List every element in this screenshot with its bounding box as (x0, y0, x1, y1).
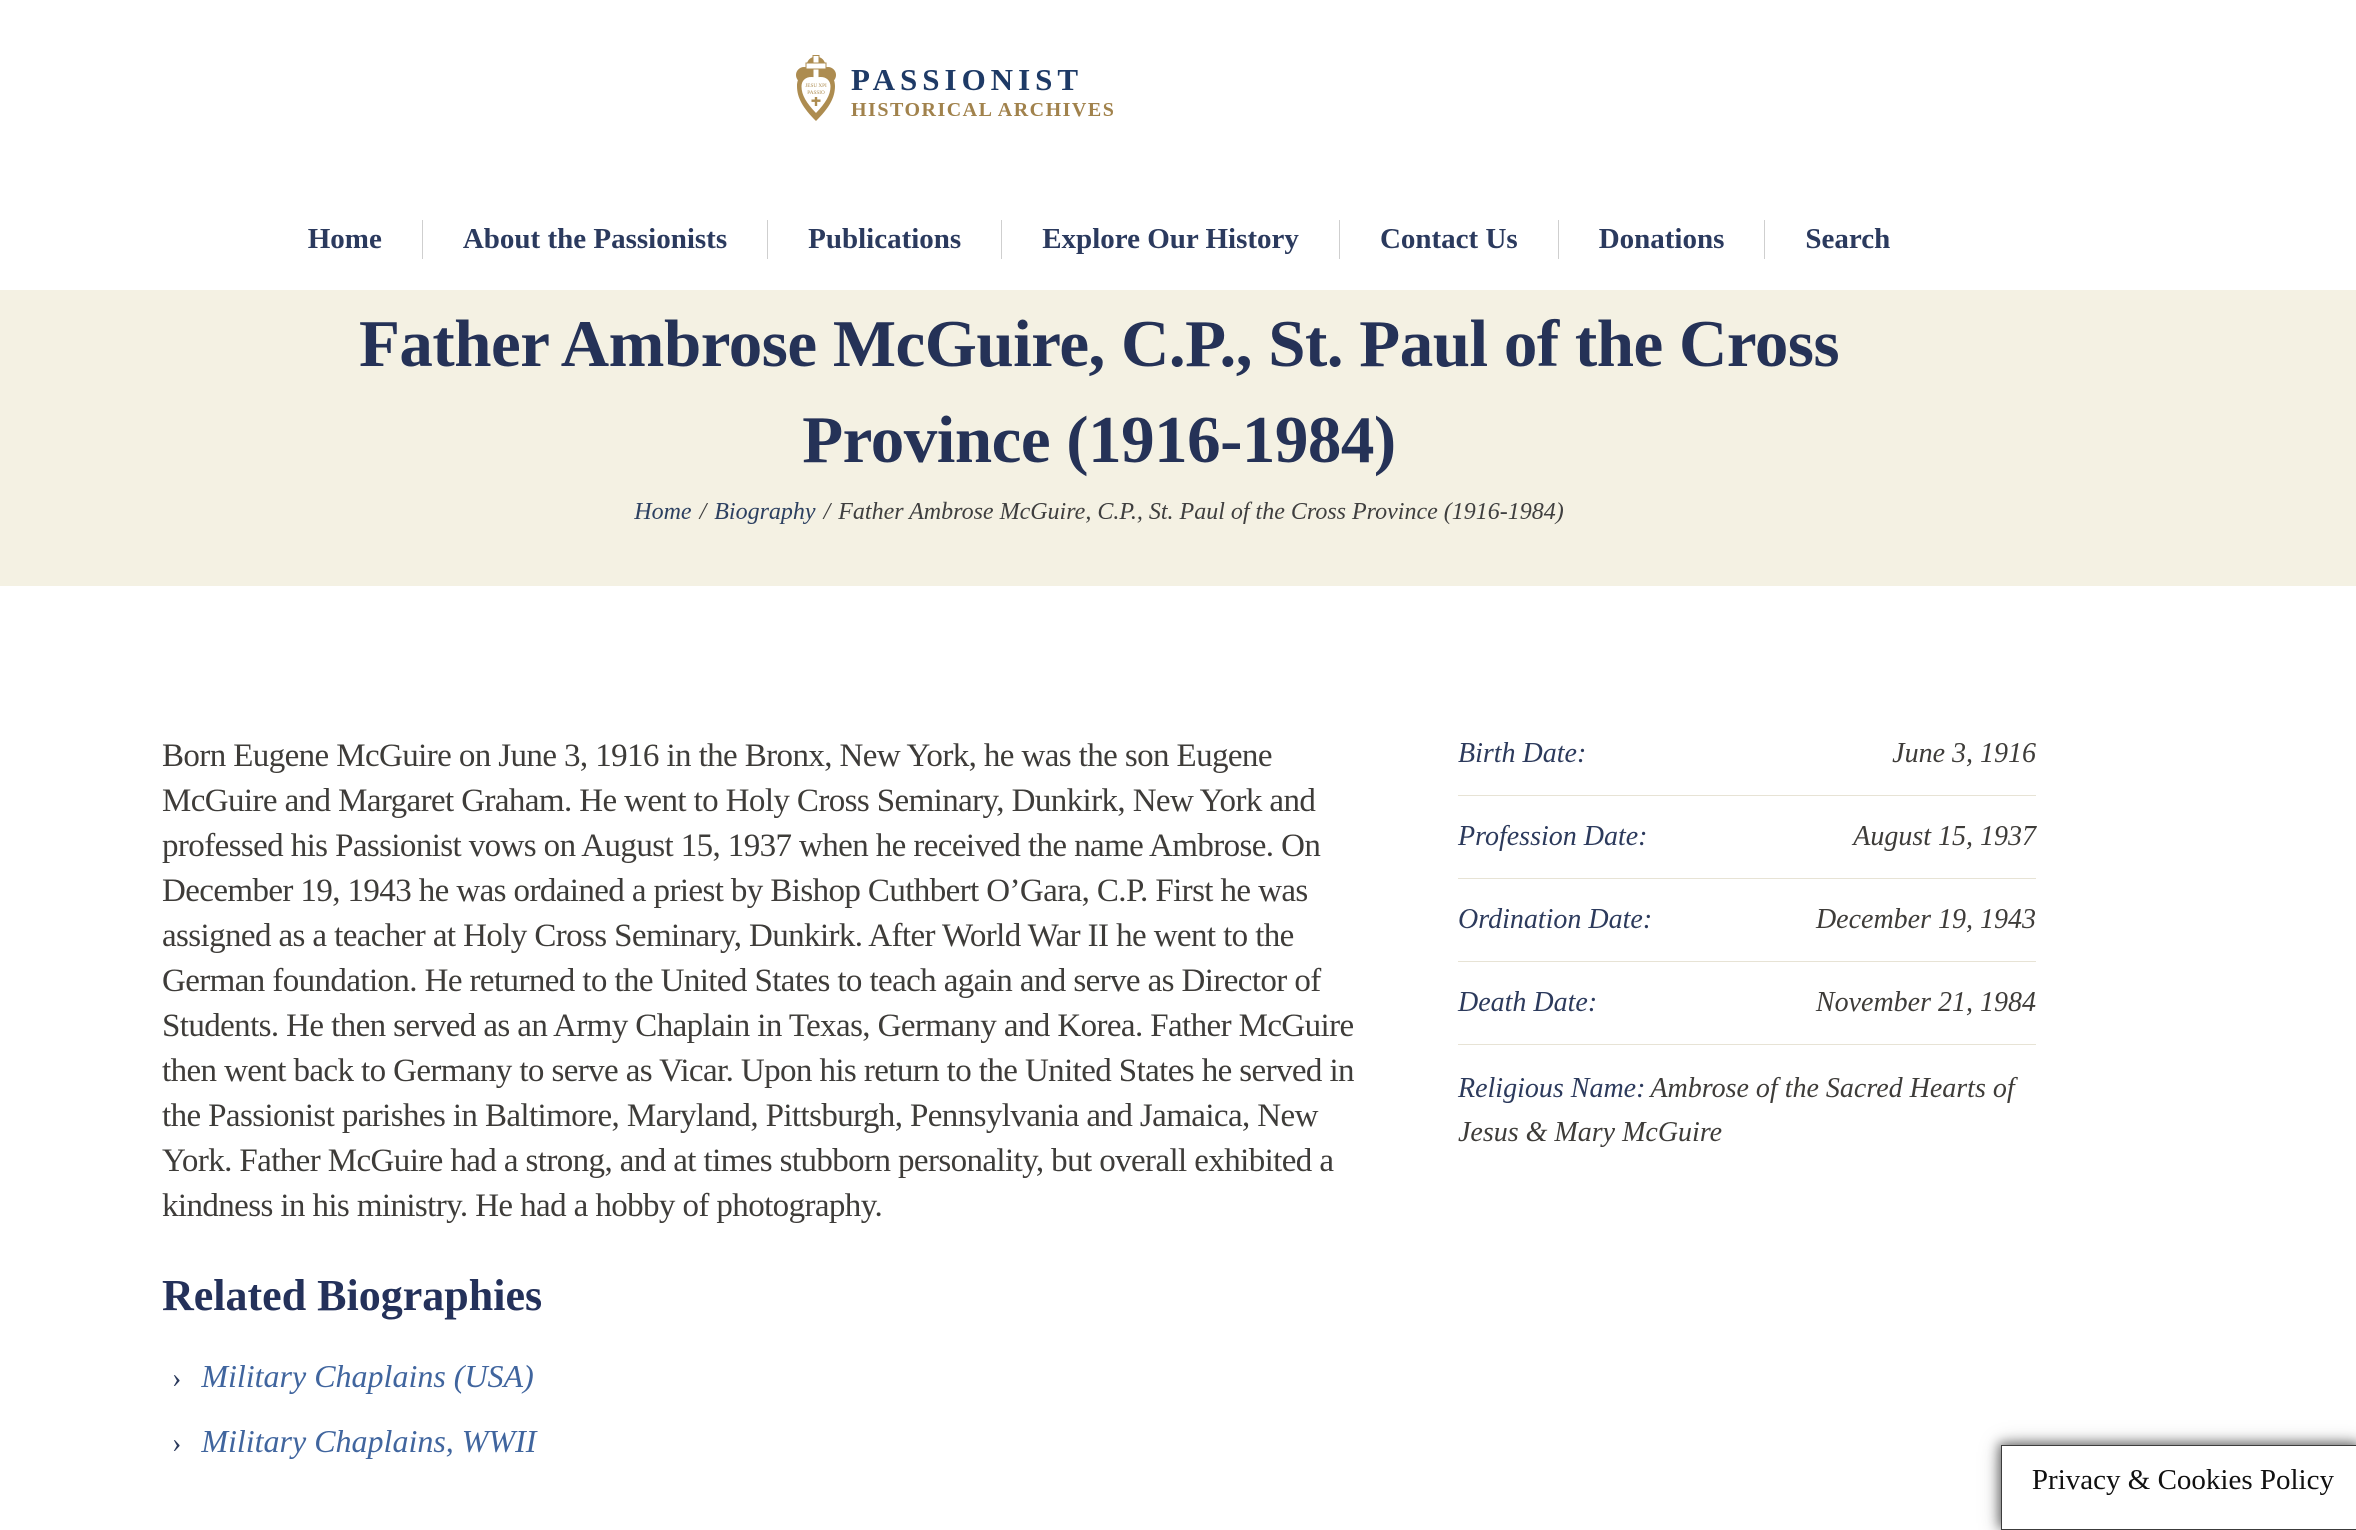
svg-text:JESU XPI: JESU XPI (805, 83, 827, 89)
chevron-right-icon: › (172, 1363, 182, 1394)
list-item (172, 1410, 1387, 1475)
privacy-cookies-policy-button[interactable]: Privacy & Cookies Policy (2001, 1445, 2356, 1530)
related-link-military-chaplains-wwii[interactable]: Military Chaplains, WWII (201, 1423, 537, 1459)
svg-text:PASSIO: PASSIO (807, 90, 825, 96)
nav-link-publications[interactable]: Publications (808, 223, 962, 255)
nav-item-contact[interactable] (1339, 220, 1558, 259)
meta-value: December 19, 1943 (1815, 904, 2036, 935)
breadcrumb-link-home[interactable]: Home (634, 499, 692, 525)
meta-row-religious-name (1458, 1045, 2036, 1155)
meta-value: August 15, 1937 (1853, 821, 2036, 852)
list-item (172, 1345, 1387, 1410)
biography-paragraph: Born Eugene McGuire on June 3, 1916 in the Bronx, New York, he was the son Eugene McGuire and Margaret Graham. He went to Holy Cross Seminary, Dunkirk, New York and professed his Passionist vows on August 15, 1937 when he received the name Ambrose. On December 19, 1943 he was ordained a priest by Bishop Cuthbert O’Gara, C.P. First he was assigned as a teacher at Holy Cross Seminary, Dunkirk. After World War II he went to the German foundation. He returned to the United States to teach again and serve as Director of Students. He then served as an Army Chaplain in Texas, Germany and Korea. Father McGuire then went back to Germany to serve as Vicar. Upon his return to the United States he served in the Passionist parishes in Baltimore, Maryland, Pittsburgh, Pennsylvania and Jamaica, New York. Father McGuire had a strong, and at times stubborn personality, but overall exhibited a kindness in his ministry. He had a hobby of photography. (162, 738, 1354, 1224)
meta-row-death-date (1458, 962, 2036, 1045)
related-biographies-heading: Related Biographies (162, 1271, 543, 1320)
title-banner (0, 290, 2356, 586)
meta-label: Death Date: (1458, 987, 1598, 1018)
meta-value: Ambrose of the Sacred Hearts of Jesus & Mary McGuire (1458, 1073, 2015, 1148)
nav-item-publications[interactable] (767, 220, 1001, 259)
logo-title: PASSIONIST (851, 62, 1084, 97)
meta-row-profession-date (1458, 796, 2036, 879)
passionist-emblem-icon (794, 54, 838, 122)
biography-details-sidebar (1458, 734, 2036, 1155)
nav-link-about[interactable]: About the Passionists (462, 223, 728, 255)
breadcrumb-link-biography[interactable]: Biography (714, 499, 816, 525)
page-title-line2: Province (1916-1984) (802, 403, 1396, 477)
breadcrumb-separator: / (823, 499, 831, 525)
meta-row-ordination-date (1458, 879, 2036, 962)
logo-subtitle: HISTORICAL ARCHIVES (851, 99, 1116, 121)
meta-value: November 21, 1984 (1815, 987, 2036, 1018)
meta-label: Birth Date: (1458, 738, 1587, 769)
nav-link-search[interactable]: Search (1805, 223, 1891, 255)
meta-row-birth-date (1458, 734, 2036, 796)
nav-item-search[interactable] (1764, 220, 1930, 259)
page-title (162, 296, 2036, 488)
nav-link-home[interactable]: Home (307, 223, 382, 255)
chevron-right-icon: › (172, 1428, 182, 1459)
main-nav (162, 220, 2036, 259)
page-title-line1: Father Ambrose McGuire, C.P., St. Paul of the Cross (358, 307, 1840, 381)
nav-link-donations[interactable]: Donations (1598, 223, 1725, 255)
breadcrumb (162, 497, 2036, 527)
breadcrumb-current: Father Ambrose McGuire, C.P., St. Paul of the Cross Province (1916-1984) (838, 499, 1564, 525)
nav-item-donations[interactable] (1558, 220, 1765, 259)
related-biographies-list (162, 1345, 1387, 1475)
main-content (162, 586, 2036, 1475)
meta-label: Ordination Date: (1458, 904, 1653, 935)
site-logo[interactable] (794, 54, 1115, 122)
related-link-military-chaplains-usa[interactable]: Military Chaplains (USA) (201, 1358, 534, 1394)
nav-link-explore[interactable]: Explore Our History (1042, 223, 1299, 255)
breadcrumb-separator: / (699, 499, 707, 525)
biography-article (162, 734, 1387, 1475)
site-header (0, 0, 2356, 290)
nav-item-about[interactable] (422, 220, 767, 259)
nav-link-contact[interactable]: Contact Us (1379, 223, 1518, 255)
nav-item-explore[interactable] (1001, 220, 1339, 259)
logo-text (851, 54, 1115, 122)
meta-label: Profession Date: (1458, 821, 1648, 852)
meta-value: June 3, 1916 (1892, 738, 2036, 769)
nav-item-home[interactable] (268, 220, 422, 259)
meta-label: Religious Name: (1458, 1073, 1646, 1104)
